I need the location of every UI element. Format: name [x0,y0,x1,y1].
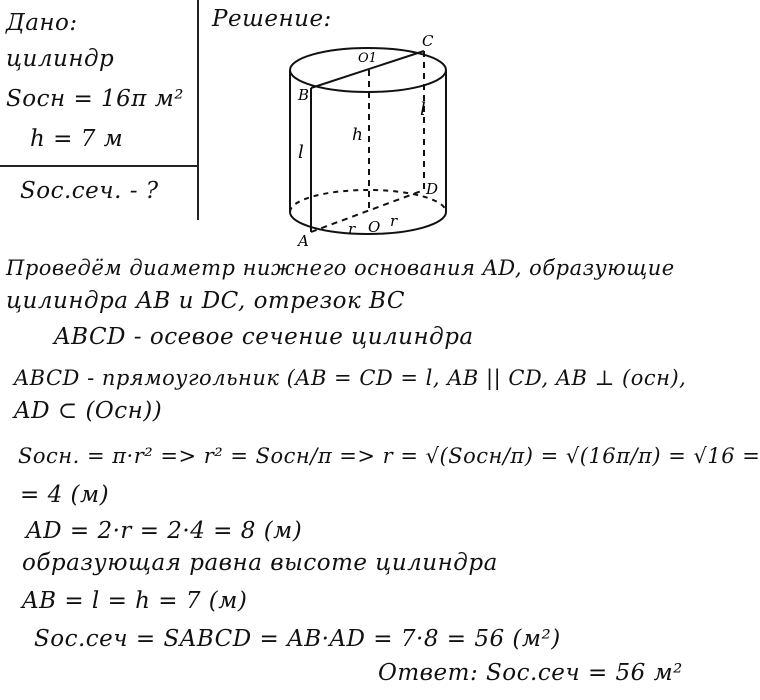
label-c: C [422,32,434,50]
label-b: B [298,86,310,104]
label-o1: O1 [358,51,377,66]
solution-line-9: образующая равна высоте цилиндра [22,550,498,576]
label-a: A [298,232,309,250]
solution-line-5: AD ⊂ (Осн)) [14,398,163,424]
label-o: O [368,218,381,236]
label-d: D [426,180,439,198]
answer-line: Ответ: Sос.сеч = 56 м² [378,660,683,686]
solution-line-2: цилиндра AB и DC, отрезок BC [6,288,405,314]
solution-line-11: Sос.сеч = SABCD = AB·AD = 7·8 = 56 (м²) [34,626,561,652]
solution-line-10: AB = l = h = 7 (м) [22,588,248,614]
label-r-right: r [390,212,398,230]
given-base-area: Sосн = 16π м² [6,86,185,112]
label-l-left: l [298,142,304,163]
solution-line-7: = 4 (м) [20,482,110,508]
given-shape: цилиндр [6,46,115,72]
solution-line-8: AD = 2·r = 2·4 = 8 (м) [26,518,303,544]
find-text: Sос.сеч. - ? [20,178,159,204]
label-r-left: r [348,220,356,238]
solution-line-4: ABCD - прямоугольник (AB = CD = l, AB || CD, AB ⊥ (осн), [14,366,687,390]
label-h: h [352,125,363,145]
solution-line-3: ABCD - осевое сечение цилиндра [54,324,474,350]
given-height: h = 7 м [30,126,124,152]
solution-line-6: Sосн. = π·r² => r² = Sосн/π => r = √(Sосн/π) = √(16π/π) = √16 = [18,444,760,468]
label-l-right: l [420,99,426,120]
solution-heading: Решение: [212,6,332,32]
solution-line-1: Проведём диаметр нижнего основания AD, образующие [6,256,675,280]
given-heading: Дано: [6,10,78,36]
